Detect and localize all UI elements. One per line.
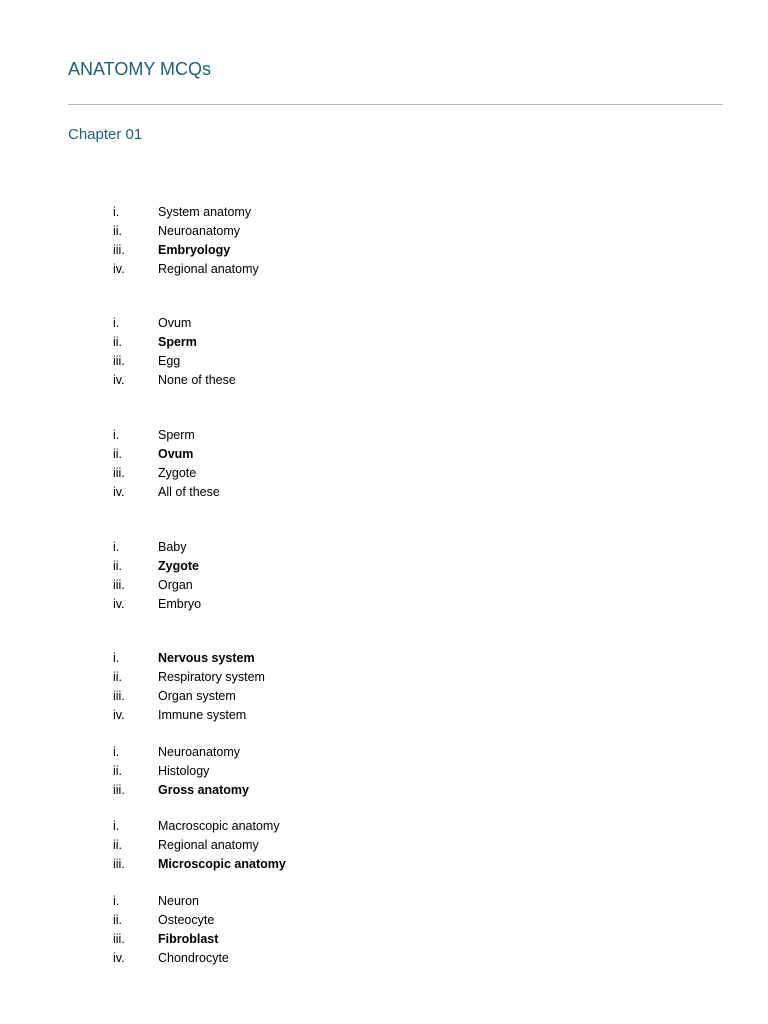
question-options-5: [0, 649, 768, 725]
option-text: Organ: [158, 578, 193, 592]
option-row: [0, 445, 768, 464]
option-text-correct: Sperm: [158, 335, 197, 349]
option-row: [0, 241, 768, 260]
option-numeral: i.: [113, 894, 120, 908]
option-row: [0, 576, 768, 595]
option-row: [0, 595, 768, 614]
option-row: [0, 836, 768, 855]
option-numeral: ii.: [113, 838, 123, 852]
option-text: Neuroanatomy: [158, 224, 240, 238]
option-numeral: iv.: [113, 951, 125, 965]
option-row: [0, 222, 768, 241]
option-numeral: i.: [113, 651, 120, 665]
option-row: [0, 538, 768, 557]
option-numeral: iii.: [113, 578, 125, 592]
option-numeral: ii.: [113, 764, 123, 778]
option-numeral: iv.: [113, 708, 125, 722]
option-text: Egg: [158, 354, 181, 368]
option-numeral: iii.: [113, 354, 125, 368]
option-numeral: iv.: [113, 373, 125, 387]
option-text: Regional anatomy: [158, 262, 259, 276]
option-row: [0, 352, 768, 371]
question-options-2: [0, 314, 768, 390]
option-row: [0, 781, 768, 800]
option-row: [0, 687, 768, 706]
option-text-correct: Ovum: [158, 447, 194, 461]
option-numeral: i.: [113, 428, 120, 442]
option-row: [0, 314, 768, 333]
option-row: [0, 483, 768, 502]
option-text: Histology: [158, 764, 210, 778]
option-text: Baby: [158, 540, 187, 554]
option-numeral: iii.: [113, 932, 125, 946]
option-text: Zygote: [158, 466, 197, 480]
document-title: ANATOMY MCQs: [68, 59, 212, 79]
question-options-6: [0, 743, 768, 800]
option-row: [0, 203, 768, 222]
option-numeral: i.: [113, 205, 120, 219]
option-text: Neuron: [158, 894, 199, 908]
option-numeral: ii.: [113, 913, 123, 927]
option-numeral: iv.: [113, 485, 125, 499]
option-text: Osteocyte: [158, 913, 215, 927]
option-text: Neuroanatomy: [158, 745, 240, 759]
option-numeral: iii.: [113, 466, 125, 480]
option-text-correct: Microscopic anatomy: [158, 857, 286, 871]
option-row: [0, 333, 768, 352]
option-numeral: iii.: [113, 243, 125, 257]
option-row: [0, 649, 768, 668]
option-numeral: ii.: [113, 670, 123, 684]
option-numeral: i.: [113, 540, 120, 554]
option-row: [0, 464, 768, 483]
option-numeral: iii.: [113, 689, 125, 703]
option-text: Regional anatomy: [158, 838, 259, 852]
option-text: Macroscopic anatomy: [158, 819, 280, 833]
option-text: Respiratory system: [158, 670, 265, 684]
option-row: [0, 911, 768, 930]
option-numeral: ii.: [113, 447, 123, 461]
option-row: [0, 762, 768, 781]
option-row: [0, 557, 768, 576]
option-text-correct: Fibroblast: [158, 932, 219, 946]
option-numeral: iii.: [113, 783, 125, 797]
option-numeral: ii.: [113, 559, 123, 573]
option-numeral: i.: [113, 745, 120, 759]
option-row: [0, 949, 768, 968]
option-row: [0, 706, 768, 725]
option-text: System anatomy: [158, 205, 252, 219]
option-numeral: iii.: [113, 857, 125, 871]
option-text-correct: Embryology: [158, 243, 231, 257]
title-divider: [68, 104, 723, 105]
option-numeral: ii.: [113, 224, 123, 238]
question-options-7: [0, 817, 768, 874]
option-row: [0, 260, 768, 279]
option-row: [0, 743, 768, 762]
option-row: [0, 892, 768, 911]
option-text: Ovum: [158, 316, 192, 330]
option-row: [0, 817, 768, 836]
question-options-4: [0, 538, 768, 614]
option-text: Sperm: [158, 428, 195, 442]
option-text: All of these: [158, 485, 220, 499]
option-numeral: i.: [113, 316, 120, 330]
option-text-correct: Gross anatomy: [158, 783, 250, 797]
option-text: Immune system: [158, 708, 247, 722]
option-text-correct: Nervous system: [158, 651, 255, 665]
option-numeral: iv.: [113, 597, 125, 611]
question-options-8: [0, 892, 768, 968]
option-row: [0, 930, 768, 949]
option-numeral: iv.: [113, 262, 125, 276]
option-text: None of these: [158, 373, 236, 387]
option-numeral: i.: [113, 819, 120, 833]
option-text-correct: Zygote: [158, 559, 199, 573]
option-row: [0, 371, 768, 390]
option-row: [0, 668, 768, 687]
question-options-3: [0, 426, 768, 502]
chapter-heading: Chapter 01: [68, 126, 143, 143]
question-options-1: [0, 203, 768, 279]
option-text: Embryo: [158, 597, 202, 611]
option-text: Chondrocyte: [158, 951, 229, 965]
option-row: [0, 426, 768, 445]
option-numeral: ii.: [113, 335, 123, 349]
option-text: Organ system: [158, 689, 236, 703]
option-row: [0, 855, 768, 874]
